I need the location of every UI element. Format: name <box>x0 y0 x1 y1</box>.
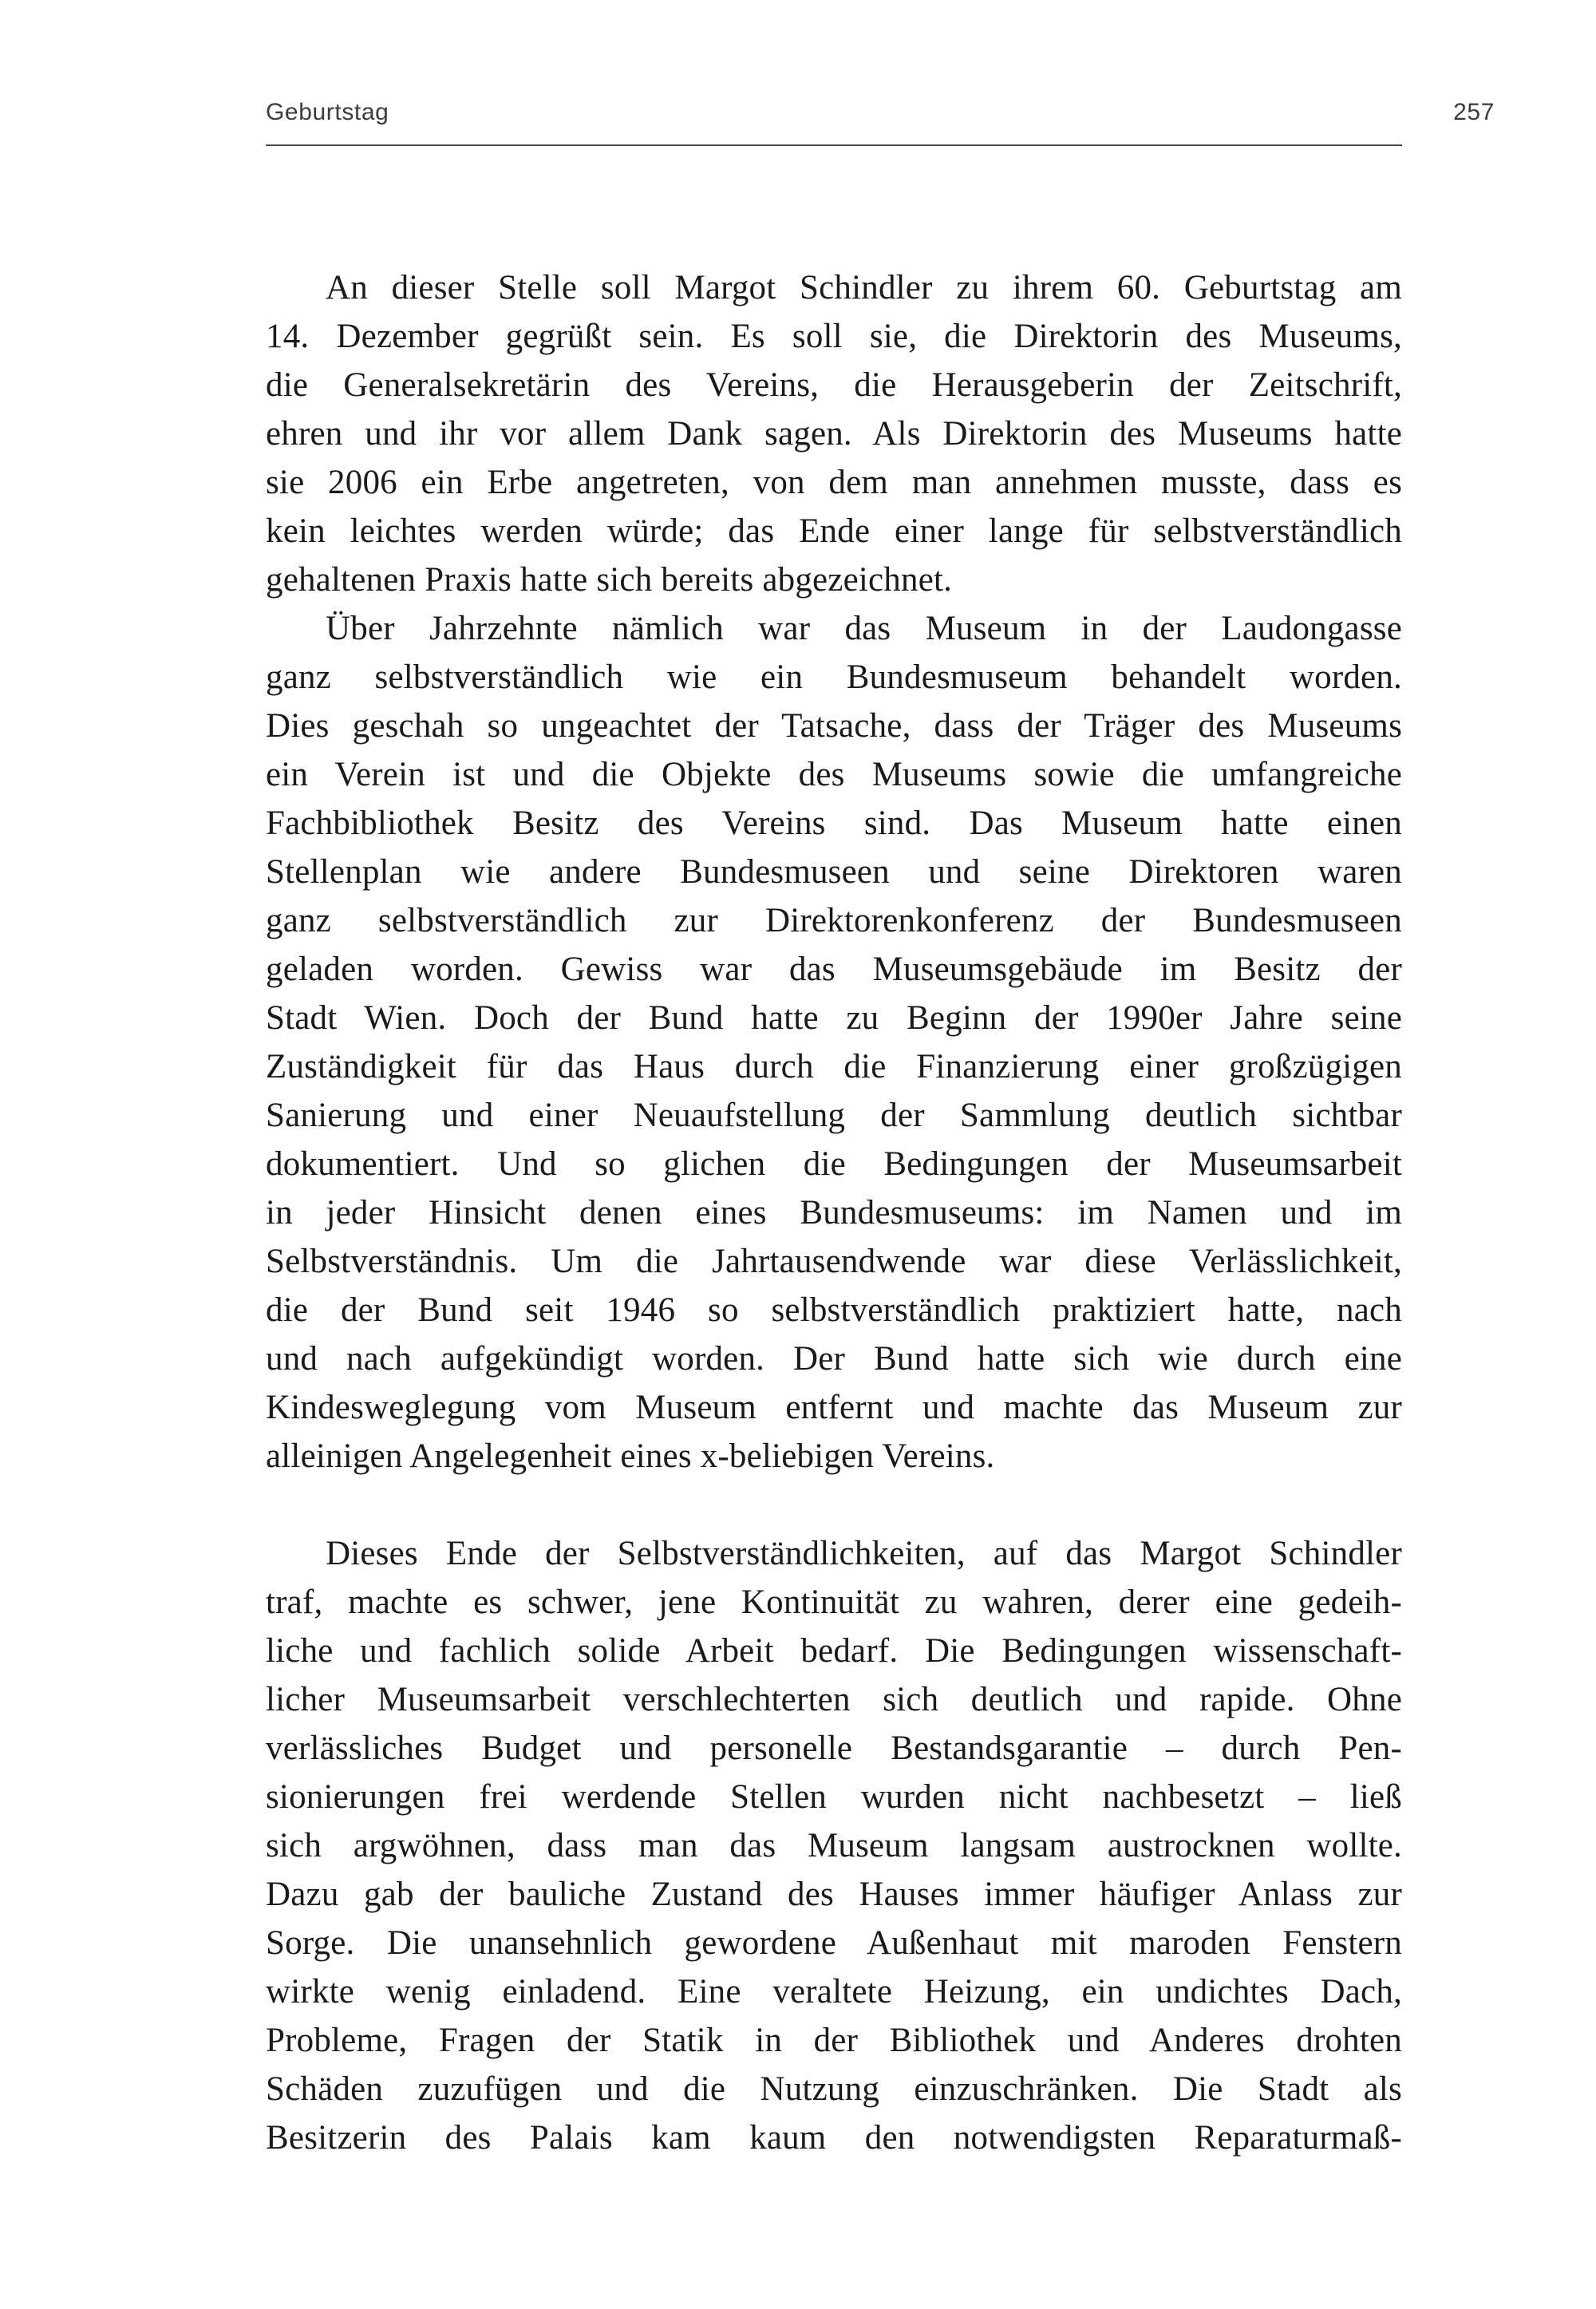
text-line: wirkte wenig einladend. Eine veraltete Heizung, ein undichtes Dach, <box>266 1973 1402 2010</box>
body-text <box>266 263 1402 2162</box>
page-header <box>266 99 1495 126</box>
text-line: Selbstverständnis. Um die Jahrtausendwende war diese Verlässlichkeit, <box>266 1243 1402 1280</box>
text-line: liche und fachlich solide Arbeit bedarf. Die Bedingungen wissenschaft- <box>266 1632 1402 1670</box>
running-title: Geburtstag <box>266 99 389 125</box>
text-line: ehren und ihr vor allem Dank sagen. Als Direktorin des Museums hatte <box>266 415 1402 453</box>
paragraph <box>266 263 1402 604</box>
text-line: gehaltenen Praxis hatte sich bereits abgezeichnet. <box>266 561 953 599</box>
text-line: Über Jahrzehnte nämlich war das Museum in der Laudongasse <box>326 610 1402 647</box>
paragraph <box>266 604 1402 1481</box>
text-line: Dies geschah so ungeachtet der Tatsache, dass der Träger des Museums <box>266 707 1402 745</box>
text-line: Probleme, Fragen der Statik in der Bibliothek und Anderes drohten <box>266 2022 1402 2059</box>
text-line: An dieser Stelle soll Margot Schindler zu ihrem 60. Geburtstag am <box>326 269 1402 306</box>
text-line: sie 2006 ein Erbe angetreten, von dem man annehmen musste, dass es <box>266 464 1402 501</box>
text-line: alleinigen Angelegenheit eines x-beliebigen Vereins. <box>266 1437 995 1475</box>
text-line: sich argwöhnen, dass man das Museum langsam austrocknen wollte. <box>266 1827 1402 1864</box>
header-rule <box>266 144 1402 146</box>
text-line: traf, machte es schwer, jene Kontinuität zu wahren, derer eine gedeih- <box>266 1583 1402 1621</box>
text-line: geladen worden. Gewiss war das Museumsgebäude im Besitz der <box>266 951 1402 988</box>
text-line: ganz selbstverständlich wie ein Bundesmuseum behandelt worden. <box>266 658 1402 696</box>
text-line: kein leichtes werden würde; das Ende einer lange für selbstverständlich <box>266 512 1402 550</box>
text-line: Besitzerin des Palais kam kaum den notwendigsten Reparaturmaß- <box>266 2119 1402 2157</box>
text-line: ein Verein ist und die Objekte des Museums sowie die umfangreiche <box>266 756 1402 793</box>
page-number: 257 <box>1453 99 1495 125</box>
text-line: sionierungen frei werdende Stellen wurden nicht nachbesetzt – ließ <box>266 1778 1402 1816</box>
text-line: verlässliches Budget und personelle Bestandsgarantie – durch Pen- <box>266 1730 1402 1767</box>
text-line: die Generalsekretärin des Vereins, die Herausgeberin der Zeitschrift, <box>266 366 1402 404</box>
text-line: Schäden zuzufügen und die Nutzung einzuschränken. Die Stadt als <box>266 2070 1402 2108</box>
text-line: Stellenplan wie andere Bundesmuseen und seine Direktoren waren <box>266 853 1402 891</box>
text-line: die der Bund seit 1946 so selbstverständlich praktiziert hatte, nach <box>266 1291 1402 1329</box>
text-line: Sanierung und einer Neuaufstellung der Sammlung deutlich sichtbar <box>266 1097 1402 1134</box>
text-line: 14. Dezember gegrüßt sein. Es soll sie, die Direktorin des Museums, <box>266 318 1402 355</box>
paragraph <box>266 1529 1402 2162</box>
text-line: Stadt Wien. Doch der Bund hatte zu Beginn der 1990er Jahre seine <box>266 999 1402 1037</box>
text-line: Dieses Ende der Selbstverständlichkeiten, auf das Margot Schindler <box>326 1535 1402 1572</box>
text-line: Sorge. Die unansehnlich gewordene Außenhaut mit maroden Fenstern <box>266 1924 1402 1962</box>
text-line: Fachbibliothek Besitz des Vereins sind. Das Museum hatte einen <box>266 805 1402 842</box>
text-line: licher Museumsarbeit verschlechterten sich deutlich und rapide. Ohne <box>266 1681 1402 1718</box>
text-line: Kindesweglegung vom Museum entfernt und machte das Museum zur <box>266 1389 1402 1426</box>
text-line: ganz selbstverständlich zur Direktorenkonferenz der Bundesmuseen <box>266 902 1402 939</box>
text-line: in jeder Hinsicht denen eines Bundesmuseums: im Namen und im <box>266 1194 1402 1232</box>
text-line: Dazu gab der bauliche Zustand des Hauses immer häufiger Anlass zur <box>266 1876 1402 1913</box>
text-line: dokumentiert. Und so glichen die Bedingungen der Museumsarbeit <box>266 1145 1402 1183</box>
text-line: und nach aufgekündigt worden. Der Bund hatte sich wie durch eine <box>266 1340 1402 1378</box>
text-line: Zuständigkeit für das Haus durch die Finanzierung einer großzügigen <box>266 1048 1402 1085</box>
